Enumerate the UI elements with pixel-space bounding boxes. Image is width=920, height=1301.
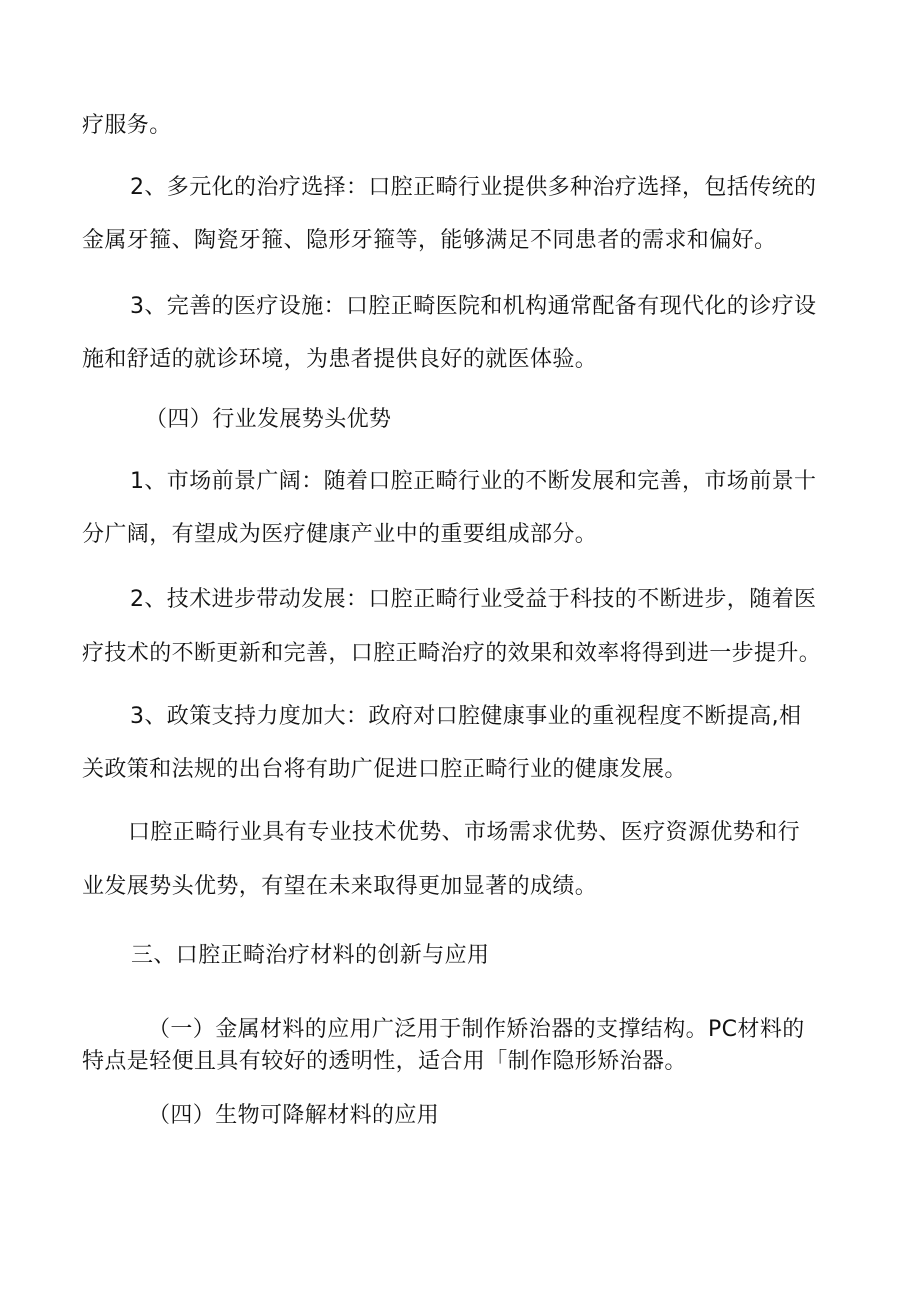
paragraph-line: 1、市场前景广阔：随着口腔正畸行业的不断发展和完善，市场前景十 (130, 469, 817, 494)
paragraph-line: 口腔正畸行业具有专业技术优势、市场需求优势、医疗资源优势和行 (128, 820, 801, 845)
paragraph-line: 分广阔，有望成为医疗健康产业中的重要组成部分。 (82, 522, 598, 547)
paragraph-line: 3、政策支持力度加大：政府对口腔健康事业的重视程度不断提高,相 (130, 704, 802, 729)
paragraph-line: 疗技术的不断更新和完善，口腔正畸治疗的效果和效率将得到进一步提升。 (82, 641, 822, 666)
paragraph-line: 3、完善的医疗设施：口腔正畸医院和机构通常配备有现代化的诊疗设 (130, 294, 817, 319)
paragraph-line: 关政策和法规的出台将有助广促进口腔正畸行业的健康发展。 (82, 757, 687, 782)
paragraph-line: 疗服务。 (82, 113, 172, 138)
paragraph-line: 特点是轻便且具有较好的透明性，适合用「制作隐形矫治器。 (82, 1049, 687, 1074)
paragraph-line: （一）金属材料的应用广泛用于制作矫治器的支撑结构。PC材料的 (148, 1017, 805, 1042)
paragraph-line: 施和舒适的就诊环境，为患者提供良好的就医体验。 (82, 347, 598, 372)
paragraph-line: 2、多元化的治疗选择：口腔正畸行业提供多种治疗选择，包括传统的 (130, 175, 817, 200)
chapter-heading: 三、口腔正畸治疗材料的创新与应用 (131, 943, 490, 968)
paragraph-line: 业发展势头优势，有望在未来取得更加显著的成绩。 (82, 874, 598, 899)
paragraph-line: 金属牙箍、陶瓷牙箍、隐形牙箍等，能够满足不同患者的需求和偏好。 (82, 228, 777, 253)
paragraph-line: 2、技术进步带动发展：口腔正畸行业受益于科技的不断进步，随着医 (130, 587, 817, 612)
section-heading: （四）行业发展势头优势 (145, 407, 392, 432)
section-heading: （四）生物可降解材料的应用 (148, 1103, 440, 1128)
